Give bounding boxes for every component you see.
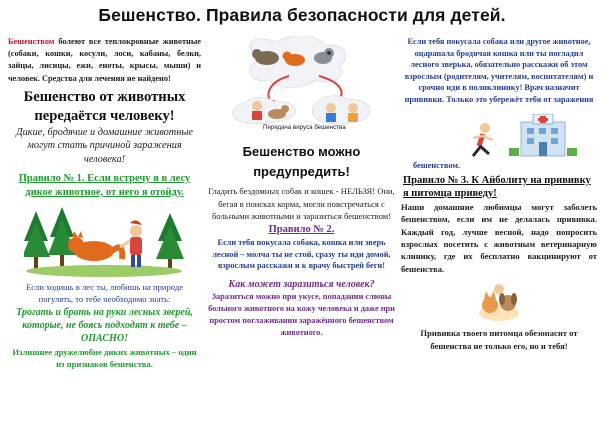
person-icon (252, 101, 262, 111)
doctor-advice: Если тебя покусала собака или другое животное, оцарапала бродячая кошка или ты погладил лесного зверька, обязательно расскажи об этом взрослым (родителям, учителям, воспитателям) и срочно иди в поликлинику! Врач назначит прививки. Только это убережёт тебя от заражения (404, 37, 594, 104)
column-center (205, 36, 398, 338)
column-right (401, 36, 597, 352)
intro-red-word: Бешенством (8, 37, 55, 46)
rule-1: Правило № 1. Если встречу я в лесу дикое животное, от него я отойду. (18, 173, 191, 198)
running-person-icon (480, 123, 490, 133)
transmission-diagram (219, 36, 389, 132)
transmission-heading: Бешенство от животных передаётся человеку! (23, 88, 186, 124)
column-left (8, 36, 201, 370)
final-message: Прививка твоего питомца обезопасит от бешенства не только его, но и тебя! (420, 328, 578, 351)
infection-answer: Заразиться можно при укусе, попадании слюны больного животного на кожу человека и даже при простом поглаживании заражённого бешенством животного. (208, 292, 395, 337)
page-title: Бешенство. Правила безопасности для детей. (98, 5, 506, 25)
danger-warning: Трогать и брать на руки лесных зверей, которые, не боясь подходят к тебе – ОПАСНО! (16, 306, 193, 345)
friendliness-note: Излишнее дружелюбие диких животных – один из признаков бешенства. (12, 346, 197, 370)
diagram-caption: Передача вируса бешенства (263, 124, 346, 131)
pets-illustration (476, 283, 522, 323)
child-icon (326, 103, 336, 113)
animals-warning: Дикие, бродячие и домашние животные могут стать причиной заражения человека! (16, 126, 193, 165)
forest-illustration (24, 207, 184, 277)
child-icon (348, 103, 358, 113)
rule-3: Правило № 3. К Айболиту на прививку я питомца приведу! (403, 174, 591, 200)
child-icon (130, 225, 142, 237)
bitten-advice: Если тебя покусала собака, кошка или зверь лесной – молча ты не стой, сразу ты иди домой, взрослым расскажи и к врачу быстрей беги! (212, 237, 391, 271)
hospital-illustration (401, 114, 597, 172)
intro-paragraph (8, 36, 201, 85)
person-icon (494, 284, 504, 294)
prevention-heading: Бешенство можно предупредить! (242, 144, 361, 179)
forest-advice: Если ходишь в лес ты, любишь на природе погулять, то тебе необходимо знать: (25, 282, 184, 305)
pets-vaccination-text: Наши домашние любимцы могут заболеть бешенством, если им не делалась прививка. Каждый год, лучше весной, надо попросить взрослых посетить с животным ветеринарную клинику, где их бесплатно вакцинируют от бешенства. (401, 201, 597, 274)
infection-question: Как может заразиться человек? (228, 279, 375, 291)
rabies-word: бешенством. (413, 160, 461, 170)
stray-animals-warning: Гладить бездомных собак и кошек - НЕЛЬЗЯ! Они, бегая в поисках корма, могли повстречаться с больными животными и заразиться бешенством! (208, 186, 395, 222)
rule-2: Правило № 2. (268, 223, 335, 235)
intro-text: болеют все теплокровные животные (собаки, кошки, косули, лоси, кабаны, белки, зайцы, лисицы, ежи, еноты, крысы, мыши) и человек. Средства для лечения не найдено! (8, 37, 201, 83)
